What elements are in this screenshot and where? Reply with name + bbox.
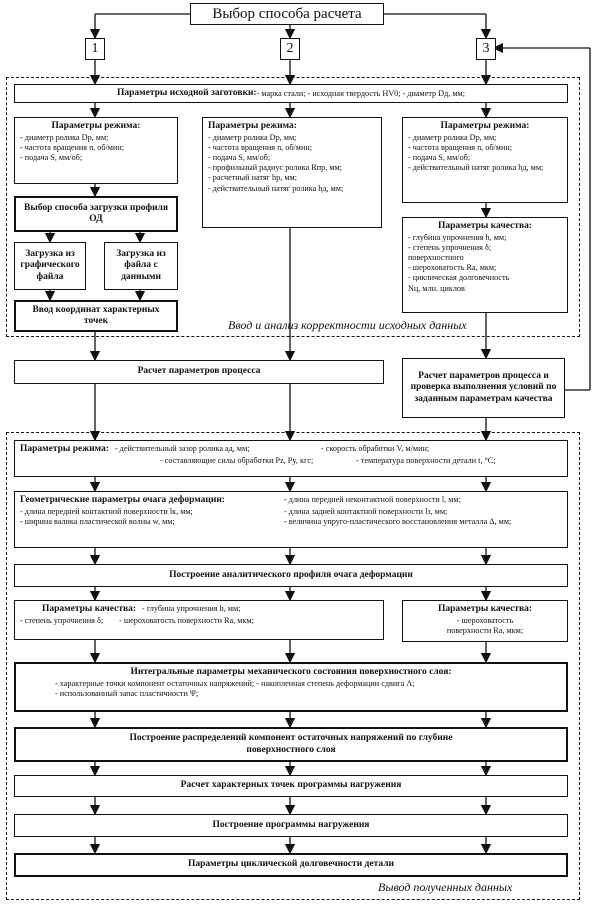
- method-select-title[interactable]: Выбор способа расчета: [190, 3, 384, 25]
- col2-item: - подача S, мм/об;: [208, 152, 271, 162]
- option-3[interactable]: 3: [476, 38, 496, 60]
- build-loading-program[interactable]: Построение программы нагружения: [14, 814, 568, 837]
- geometry-line: - длина передней контактной поверхности lк, мм;: [20, 506, 193, 516]
- quality-left-line: - шероховатость поверхности Ra, мкм;: [119, 615, 254, 625]
- col1-mode-params: [14, 117, 178, 184]
- initial-blank-title: Параметры исходной заготовки:: [117, 87, 257, 98]
- geometry-line: - длина задней контактной поверхности lз, мм;: [284, 506, 448, 516]
- col1-mode-title: Параметры режима:: [51, 121, 141, 131]
- calc-and-check-quality[interactable]: Расчет параметров процесса и проверка выполнения условий по заданным параметрам качества: [402, 358, 565, 418]
- quality3-item: - циклическая долговечность: [408, 273, 510, 283]
- quality-params-left: [14, 600, 384, 640]
- profile-load-choice: Выбор способа загрузки профиля ОД: [14, 196, 178, 232]
- quality3-item: - шероховатость Ra, мкм;: [408, 263, 497, 273]
- input-key-points[interactable]: Ввод координат характерных точек: [14, 300, 178, 332]
- col3-quality-params: [402, 217, 568, 313]
- quality-left-line: - глубина упрочнения h, мм;: [142, 604, 241, 613]
- quality3-item: Nц, млн. циклов: [408, 283, 465, 293]
- quality3-item: - глубина упрочнения h, мм;: [408, 232, 507, 242]
- output-mode-title: Параметры режима:: [20, 444, 109, 454]
- output-mode-line: - скорость обработки V, м/мин;: [320, 444, 430, 453]
- option-2[interactable]: 2: [280, 38, 300, 60]
- section-input-label: Ввод и анализ корректности исходных данных: [228, 318, 467, 332]
- col3-item: - действительный натяг ролика hд, мм;: [408, 163, 544, 173]
- col2-item: - расчетный натяг hр, мм;: [208, 173, 297, 183]
- section-output-label: Вывод полученных данных: [378, 880, 513, 894]
- col3-item: - подача S, мм/об;: [408, 152, 471, 162]
- quality3-item: поверхностного: [408, 252, 464, 262]
- geometry-line: - величина упруго-пластического восстановления металла Δ, мм;: [284, 516, 512, 526]
- output-mode-line: - составляющие силы обработки Pz, Py, кгс;: [160, 455, 314, 465]
- quality-left-line: - степень упрочнения δ;: [20, 615, 104, 625]
- calc-process-params[interactable]: Расчет параметров процесса: [14, 360, 384, 384]
- col2-item: - профильный радиус ролика Rпр, мм;: [208, 163, 342, 173]
- calc-loading-points[interactable]: Расчет характерных точек программы нагружения: [14, 775, 568, 797]
- load-graphic-file[interactable]: Загрузка из графического файла: [14, 242, 86, 290]
- col2-item: - диаметр ролика Dр, мм;: [208, 132, 297, 142]
- load-data-file[interactable]: Загрузка из файла с данными: [104, 242, 178, 290]
- col3-mode-params: [402, 117, 568, 203]
- integral-title: Интегральные параметры механического состояния поверхностного слоя:: [130, 667, 452, 677]
- col2-item: - действительный натяг ролика hд, мм;: [208, 183, 344, 193]
- integral-params: [14, 662, 568, 712]
- output-mode-line: - температура поверхности детали t, °C;: [356, 455, 496, 465]
- integral-line: - использованный запас пластичности Ψ;: [55, 688, 199, 698]
- col3-item: - частота вращения n, об/мин;: [408, 142, 513, 152]
- col2-mode-title: Параметры режима:: [208, 121, 297, 131]
- quality-left-title: Параметры качества:: [42, 604, 137, 614]
- quality-params-right: [402, 600, 568, 642]
- col3-quality-title: Параметры качества:: [437, 221, 533, 231]
- col3-item: - диаметр ролика Dр, мм;: [408, 132, 497, 142]
- quality3-item: - степень упрочнения δ;: [408, 242, 492, 252]
- col2-item: - частота вращения n, об/мин;: [208, 142, 313, 152]
- option-1[interactable]: 1: [85, 38, 105, 60]
- geometry-params: [14, 491, 568, 548]
- output-mode-line: - действительный зазор ролика aд, мм;: [114, 444, 250, 453]
- quality-right-line: - шероховатость: [456, 615, 514, 625]
- quality-right-title: Параметры качества:: [437, 604, 533, 614]
- integral-line: - характерные точки компонент остаточных напряжений; - накопленная степень деформации сдвига Λ;: [55, 678, 415, 688]
- initial-blank-params: [14, 84, 568, 103]
- initial-blank-text: - марка стали; - исходная твердость HV0; - диаметр Dд, мм;: [256, 88, 465, 98]
- col3-mode-title: Параметры режима:: [440, 121, 530, 131]
- col1-item: - частота вращения n, об/мин;: [20, 142, 125, 152]
- build-stress-distribution[interactable]: Построение распределений компонент остаточных напряжений по глубине поверхностного слоя: [14, 727, 568, 762]
- col1-item: - диаметр ролика Dр, мм;: [20, 132, 109, 142]
- build-analytic-profile[interactable]: Построение аналитического профиля очага деформации: [14, 564, 568, 587]
- output-mode-params: [14, 440, 568, 477]
- col2-mode-params: [202, 117, 382, 228]
- col1-item: - подача S, мм/об;: [20, 152, 83, 162]
- geometry-line: - ширина валика пластической волны w, мм;: [20, 516, 175, 526]
- cyclic-durability-params[interactable]: Параметры циклической долговечности детали: [14, 853, 568, 877]
- geometry-line: - длина передней неконтактной поверхности l, мм;: [284, 495, 461, 504]
- geometry-title: Геометрические параметры очага деформации:: [20, 495, 225, 505]
- quality-right-line: поверхности Ra, мкм;: [446, 625, 524, 635]
